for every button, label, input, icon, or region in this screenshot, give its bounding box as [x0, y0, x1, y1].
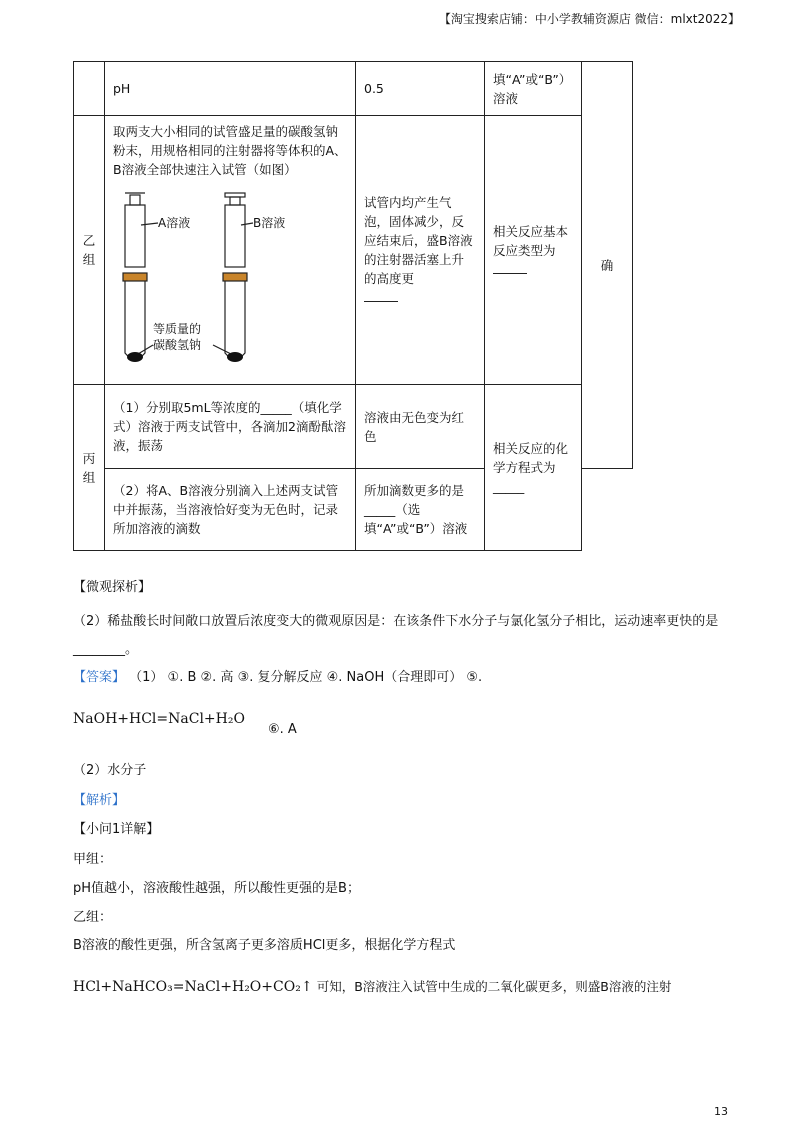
ph-value: 0.5: [356, 62, 485, 116]
experiment-table: [73, 61, 633, 551]
reaction-formula: HCl+NaHCO₃=NaCl+H₂O+CO₂↑: [73, 979, 313, 995]
label-a-solution: A溶液: [158, 216, 191, 230]
yi-conclusion: 相关反应基本反应类型为: [485, 116, 582, 385]
bing-obs1: 溶液由无色变为红色: [356, 385, 485, 469]
answer-six: ⑥. A: [268, 722, 297, 737]
answer-text: （1） ①. B ②. 高 ③. 复分解反应 ④. NaOH（合理即可） ⑤.: [129, 670, 483, 685]
detail-title: 【小问1详解】: [73, 822, 160, 837]
jia-label: 甲组：: [73, 852, 113, 867]
answer-formula: NaOH+HCl=NaCl+H₂O: [73, 711, 245, 727]
label-equal-mass: 等质量的: [153, 322, 202, 336]
answer-line: [73, 669, 482, 687]
label-b-solution: B溶液: [253, 216, 286, 230]
bing-obs2: 所加滴数更多的是_____（选填“A”或“B”）溶液: [356, 469, 485, 551]
label-bicarbonate: 碳酸氢钠: [153, 338, 202, 352]
group-yi: 乙组: [74, 116, 105, 385]
empty-cell: [74, 62, 105, 116]
ph-label: pH: [105, 62, 356, 116]
bing-conclusion: 相关反应的化学方程式为_____: [485, 385, 582, 551]
answer-q2: （2）水分子: [73, 763, 147, 778]
page-number: 13: [714, 1105, 728, 1118]
yi-label: 乙组：: [73, 910, 113, 925]
formula-line: [73, 978, 671, 997]
answer-tag: 【答案】: [73, 670, 126, 685]
syringe-diagram: [113, 183, 333, 373]
right-column: 确: [582, 62, 633, 469]
question-2: （2）稀盐酸长时间敞口放置后浓度变大的微观原因是：在该条件下水分子与氯化氢分子相比，运动速率更快的是________。: [73, 614, 719, 657]
ph-fill: 填“A”或“B”）溶液: [485, 62, 582, 116]
micro-title: 【微观探析】: [73, 580, 152, 595]
bing-step1: （1）分别取5mL等浓度的_____（填化学式）溶液于两支试管中，各滴加2滴酚酞溶液，振荡: [105, 385, 356, 469]
analysis-tag: 【解析】: [73, 793, 126, 808]
formula-tail: 可知，B溶液注入试管中生成的二氧化碳更多，则盛B溶液的注射: [316, 979, 672, 994]
yi-observation: 试管内均产生气泡，固体减少，反应结束后，盛B溶液的注射器活塞上升的高度更: [356, 116, 485, 385]
yi-text: B溶液的酸性更强，所含氢离子更多溶质HCl更多，根据化学方程式: [73, 938, 456, 953]
yi-procedure-text: 取两支大小相同的试管盛足量的碳酸氢钠粉末，用规格相同的注射器将等体积的A、B溶液全部快速注入试管（如图）: [113, 124, 347, 177]
page-header: 【淘宝搜索店铺：中小学教辅资源店 微信：mlxt2022】: [438, 12, 740, 26]
yi-procedure: [105, 116, 356, 385]
bing-step2: （2）将A、B溶液分别滴入上述两支试管中并振荡，当溶液恰好变为无色时，记录所加溶液的滴数: [105, 469, 356, 551]
jia-text: pH值越小，溶液酸性越强，所以酸性更强的是B；: [73, 881, 360, 896]
group-bing: 丙组: [74, 385, 105, 551]
